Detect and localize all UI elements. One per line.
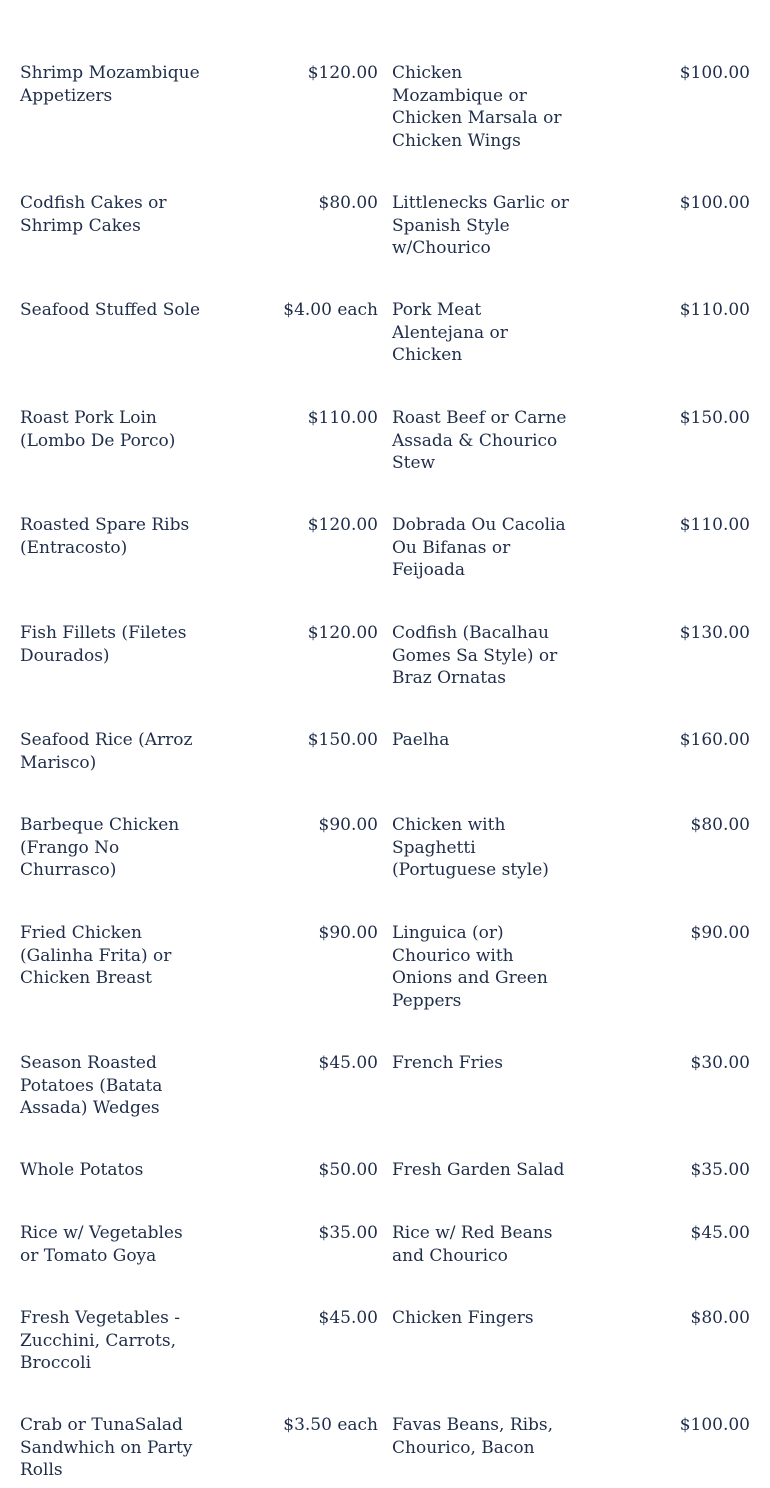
menu-item-price: $30.00 bbox=[690, 1053, 750, 1073]
menu-row bbox=[0, 514, 770, 580]
menu-item-price: $3.50 each bbox=[283, 1415, 378, 1435]
menu-item-price: $90.00 bbox=[690, 923, 750, 943]
menu-item-name: Season Roasted Potatoes (Batata Assada) Wedges bbox=[20, 1053, 163, 1118]
menu-item-name: Chicken Mozambique or Chicken Marsala or Chicken Wings bbox=[392, 63, 562, 151]
menu-item-name: Fresh Garden Salad bbox=[392, 1160, 565, 1180]
menu-item-price: $35.00 bbox=[318, 1223, 378, 1243]
menu-item-price: $120.00 bbox=[307, 63, 378, 83]
menu-item-price: $160.00 bbox=[679, 730, 750, 750]
menu-row bbox=[0, 407, 770, 473]
menu-item-price: $80.00 bbox=[318, 193, 378, 213]
menu-row bbox=[0, 299, 770, 365]
menu-row bbox=[0, 922, 770, 1011]
menu-item-price: $80.00 bbox=[690, 815, 750, 835]
menu-item-price: $100.00 bbox=[679, 1415, 750, 1435]
menu-item-name: Shrimp Mozambique Appetizers bbox=[20, 63, 200, 106]
menu-item-price: $130.00 bbox=[679, 623, 750, 643]
menu-row bbox=[0, 814, 770, 880]
menu-item-name: French Fries bbox=[392, 1053, 503, 1073]
menu-item-name: Fresh Vegetables - Zucchini, Carrots, Broccoli bbox=[20, 1308, 180, 1373]
menu-item-price: $110.00 bbox=[679, 300, 750, 320]
menu-item-name: Crab or TunaSalad Sandwhich on Party Rolls bbox=[20, 1415, 193, 1480]
menu-item-price: $4.00 each bbox=[283, 300, 378, 320]
menu-item-price: $150.00 bbox=[679, 408, 750, 428]
menu-item-price: $90.00 bbox=[318, 923, 378, 943]
menu-item-price: $35.00 bbox=[690, 1160, 750, 1180]
menu-row bbox=[0, 1222, 770, 1266]
menu-item-price: $45.00 bbox=[318, 1308, 378, 1328]
menu-item-name: Chicken Fingers bbox=[392, 1308, 534, 1328]
menu-row bbox=[0, 1414, 770, 1480]
menu-item-name: Seafood Rice (Arroz Marisco) bbox=[20, 730, 193, 773]
menu-item-name: Codfish Cakes or Shrimp Cakes bbox=[20, 193, 167, 236]
menu-item-price: $45.00 bbox=[690, 1223, 750, 1243]
menu-item-price: $45.00 bbox=[318, 1053, 378, 1073]
menu-item-price: $110.00 bbox=[679, 515, 750, 535]
menu-item-price: $100.00 bbox=[679, 63, 750, 83]
menu-item-name: Dobrada Ou Cacolia Ou Bifanas or Feijoada bbox=[392, 515, 566, 580]
menu-item-name: Paelha bbox=[392, 730, 450, 750]
menu-row bbox=[0, 1307, 770, 1373]
menu-item-name: Linguica (or) Chourico with Onions and Green Peppers bbox=[392, 923, 548, 1011]
menu-item-name: Codfish (Bacalhau Gomes Sa Style) or Braz Ornatas bbox=[392, 623, 558, 688]
menu-item-name: Barbeque Chicken (Frango No Churrasco) bbox=[20, 815, 180, 880]
menu-row bbox=[0, 729, 770, 773]
menu-item-price: $120.00 bbox=[307, 515, 378, 535]
menu-item-name: Rice w/ Vegetables or Tomato Goya bbox=[20, 1223, 183, 1266]
menu-item-name: Favas Beans, Ribs, Chourico, Bacon bbox=[392, 1415, 554, 1458]
menu-item-price: $150.00 bbox=[307, 730, 378, 750]
menu-item-name: Roast Pork Loin (Lombo De Porco) bbox=[20, 408, 176, 451]
menu-item-name: Roast Beef or Carne Assada & Chourico Stew bbox=[392, 408, 567, 473]
menu-item-price: $110.00 bbox=[307, 408, 378, 428]
menu-row bbox=[0, 62, 770, 151]
menu-item-price: $90.00 bbox=[318, 815, 378, 835]
menu-row bbox=[0, 1052, 770, 1118]
menu-item-name: Rice w/ Red Beans and Chourico bbox=[392, 1223, 553, 1266]
menu-item-name: Fish Fillets (Filetes Dourados) bbox=[20, 623, 187, 666]
menu-item-name: Seafood Stuffed Sole bbox=[20, 300, 201, 320]
menu-row bbox=[0, 192, 770, 258]
menu-item-name: Chicken with Spaghetti (Portuguese style) bbox=[392, 815, 549, 880]
menu-item-name: Littlenecks Garlic or Spanish Style w/Chourico bbox=[392, 193, 569, 258]
menu-item-price: $50.00 bbox=[318, 1160, 378, 1180]
menu-item-name: Pork Meat Alentejana or Chicken bbox=[392, 300, 508, 365]
menu-row bbox=[0, 1159, 770, 1180]
menu-item-name: Fried Chicken (Galinha Frita) or Chicken Breast bbox=[20, 923, 172, 988]
menu-row bbox=[0, 622, 770, 688]
menu-item-price: $120.00 bbox=[307, 623, 378, 643]
menu-item-name: Roasted Spare Ribs (Entracosto) bbox=[20, 515, 190, 558]
menu-item-price: $100.00 bbox=[679, 193, 750, 213]
menu-item-price: $80.00 bbox=[690, 1308, 750, 1328]
menu-item-name: Whole Potatos bbox=[20, 1160, 144, 1180]
